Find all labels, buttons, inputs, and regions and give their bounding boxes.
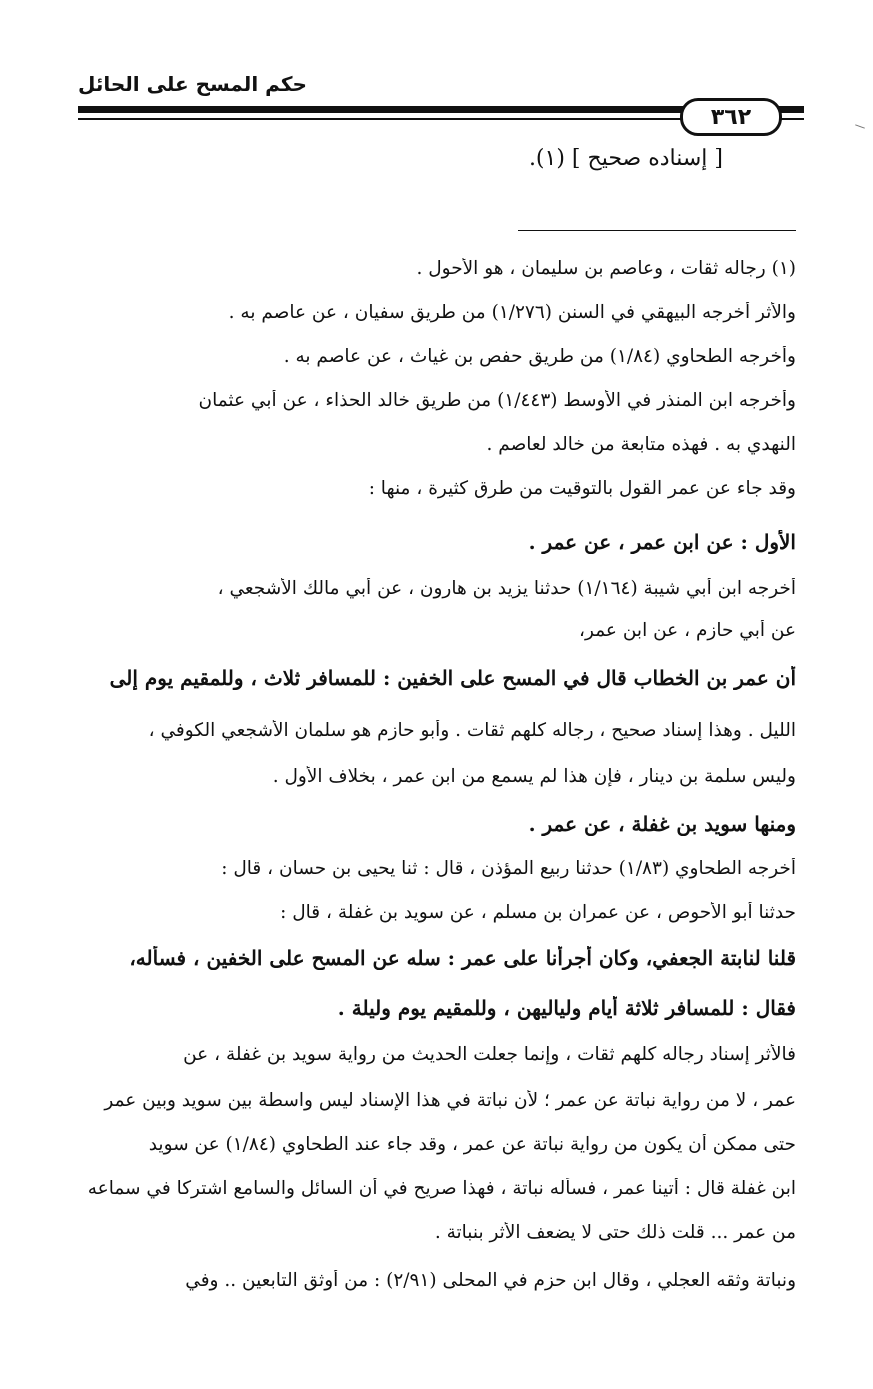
- running-header-title: حكم المسح على الحائل: [78, 72, 307, 96]
- text-line: ونباتة وثقه العجلي ، وقال ابن حزم في المحلى (٢/٩١) : من أوثق التابعين .. وفي: [185, 1270, 796, 1291]
- text-line: قلنا لنابتة الجعفي، وكان أجرأنا على عمر : سله عن المسح على الخفين ، فسأله،: [129, 946, 796, 970]
- text-line: الليل . وهذا إسناد صحيح ، رجاله كلهم ثقات . وأبو حازم هو سلمان الأشجعي الكوفي ،: [148, 720, 796, 741]
- text-line: عن أبي حازم ، عن ابن عمر،: [579, 620, 796, 641]
- page-number-badge: [680, 98, 782, 136]
- text-line: أن عمر بن الخطاب قال في المسح على الخفين : للمسافر ثلاث ، وللمقيم يوم إلى: [109, 666, 796, 690]
- text-line: وليس سلمة بن دينار ، فإن هذا لم يسمع من ابن عمر ، بخلاف الأول .: [272, 766, 796, 787]
- text-line: فالأثر إسناد رجاله كلهم ثقات ، وإنما جعلت الحديث من رواية سويد بن غفلة ، عن: [183, 1044, 796, 1065]
- text-line: الأول : عن ابن عمر ، عن عمر .: [528, 530, 796, 554]
- page-number: ٣٦٢: [710, 104, 752, 130]
- text-line: وأخرجه ابن المنذر في الأوسط (١/٤٤٣) من طريق خالد الحذاء ، عن أبي عثمان: [198, 390, 796, 411]
- footnote-line: (١) رجاله ثقات ، وعاصم بن سليمان ، هو الأحول .: [416, 258, 796, 279]
- margin-mark: [855, 124, 865, 128]
- text-line: النهدي به . فهذه متابعة من خالد لعاصم .: [486, 434, 796, 455]
- text-line: حدثنا أبو الأحوص ، عن عمران بن مسلم ، عن سويد بن غفلة ، قال :: [280, 902, 796, 923]
- text-line: والأثر أخرجه البيهقي في السنن (١/٢٧٦) من طريق سفيان ، عن عاصم به .: [228, 302, 796, 323]
- text-line: عمر ، لا من رواية نباتة عن عمر ؛ لأن نباتة في هذا الإسناد ليس واسطة بين سويد وبين عمر: [104, 1090, 796, 1111]
- text-line: فقال : للمسافر ثلاثة أيام ولياليهن ، وللمقيم يوم وليلة .: [337, 996, 796, 1020]
- text-line: وأخرجه الطحاوي (١/٨٤) من طريق حفص بن غياث ، عن عاصم به .: [283, 346, 796, 367]
- text-line: ابن غفلة قال : أتينا عمر ، فسأله نباتة ، فهذا صريح في أن السائل والسامع اشتركا في سماعه: [87, 1178, 796, 1199]
- header-rule-lower: [78, 118, 696, 120]
- text-line: من عمر ... قلت ذلك حتى لا يضعف الأثر بنباتة .: [434, 1222, 796, 1243]
- text-line: أخرجه الطحاوي (١/٨٣) حدثنا ربيع المؤذن ، قال : ثنا يحيى بن حسان ، قال :: [221, 858, 796, 879]
- text-line: أخرجه ابن أبي شيبة (١/١٦٤) حدثنا يزيد بن هارون ، عن أبي مالك الأشجعي ،: [217, 578, 796, 599]
- text-line: ومنها سويد بن غفلة ، عن عمر .: [528, 812, 796, 836]
- text-line: وقد جاء عن عمر القول بالتوقيت من طرق كثيرة ، منها :: [368, 478, 796, 499]
- text-line: حتى ممكن أن يكون من رواية نباتة عن عمر ، وقد جاء عند الطحاوي (١/٨٤) عن سويد: [148, 1134, 796, 1155]
- footnote-separator: [518, 230, 796, 231]
- header-rule-upper: [78, 106, 696, 113]
- isnad-verdict-line: [ إسناده صحيح ] (١).: [528, 146, 723, 171]
